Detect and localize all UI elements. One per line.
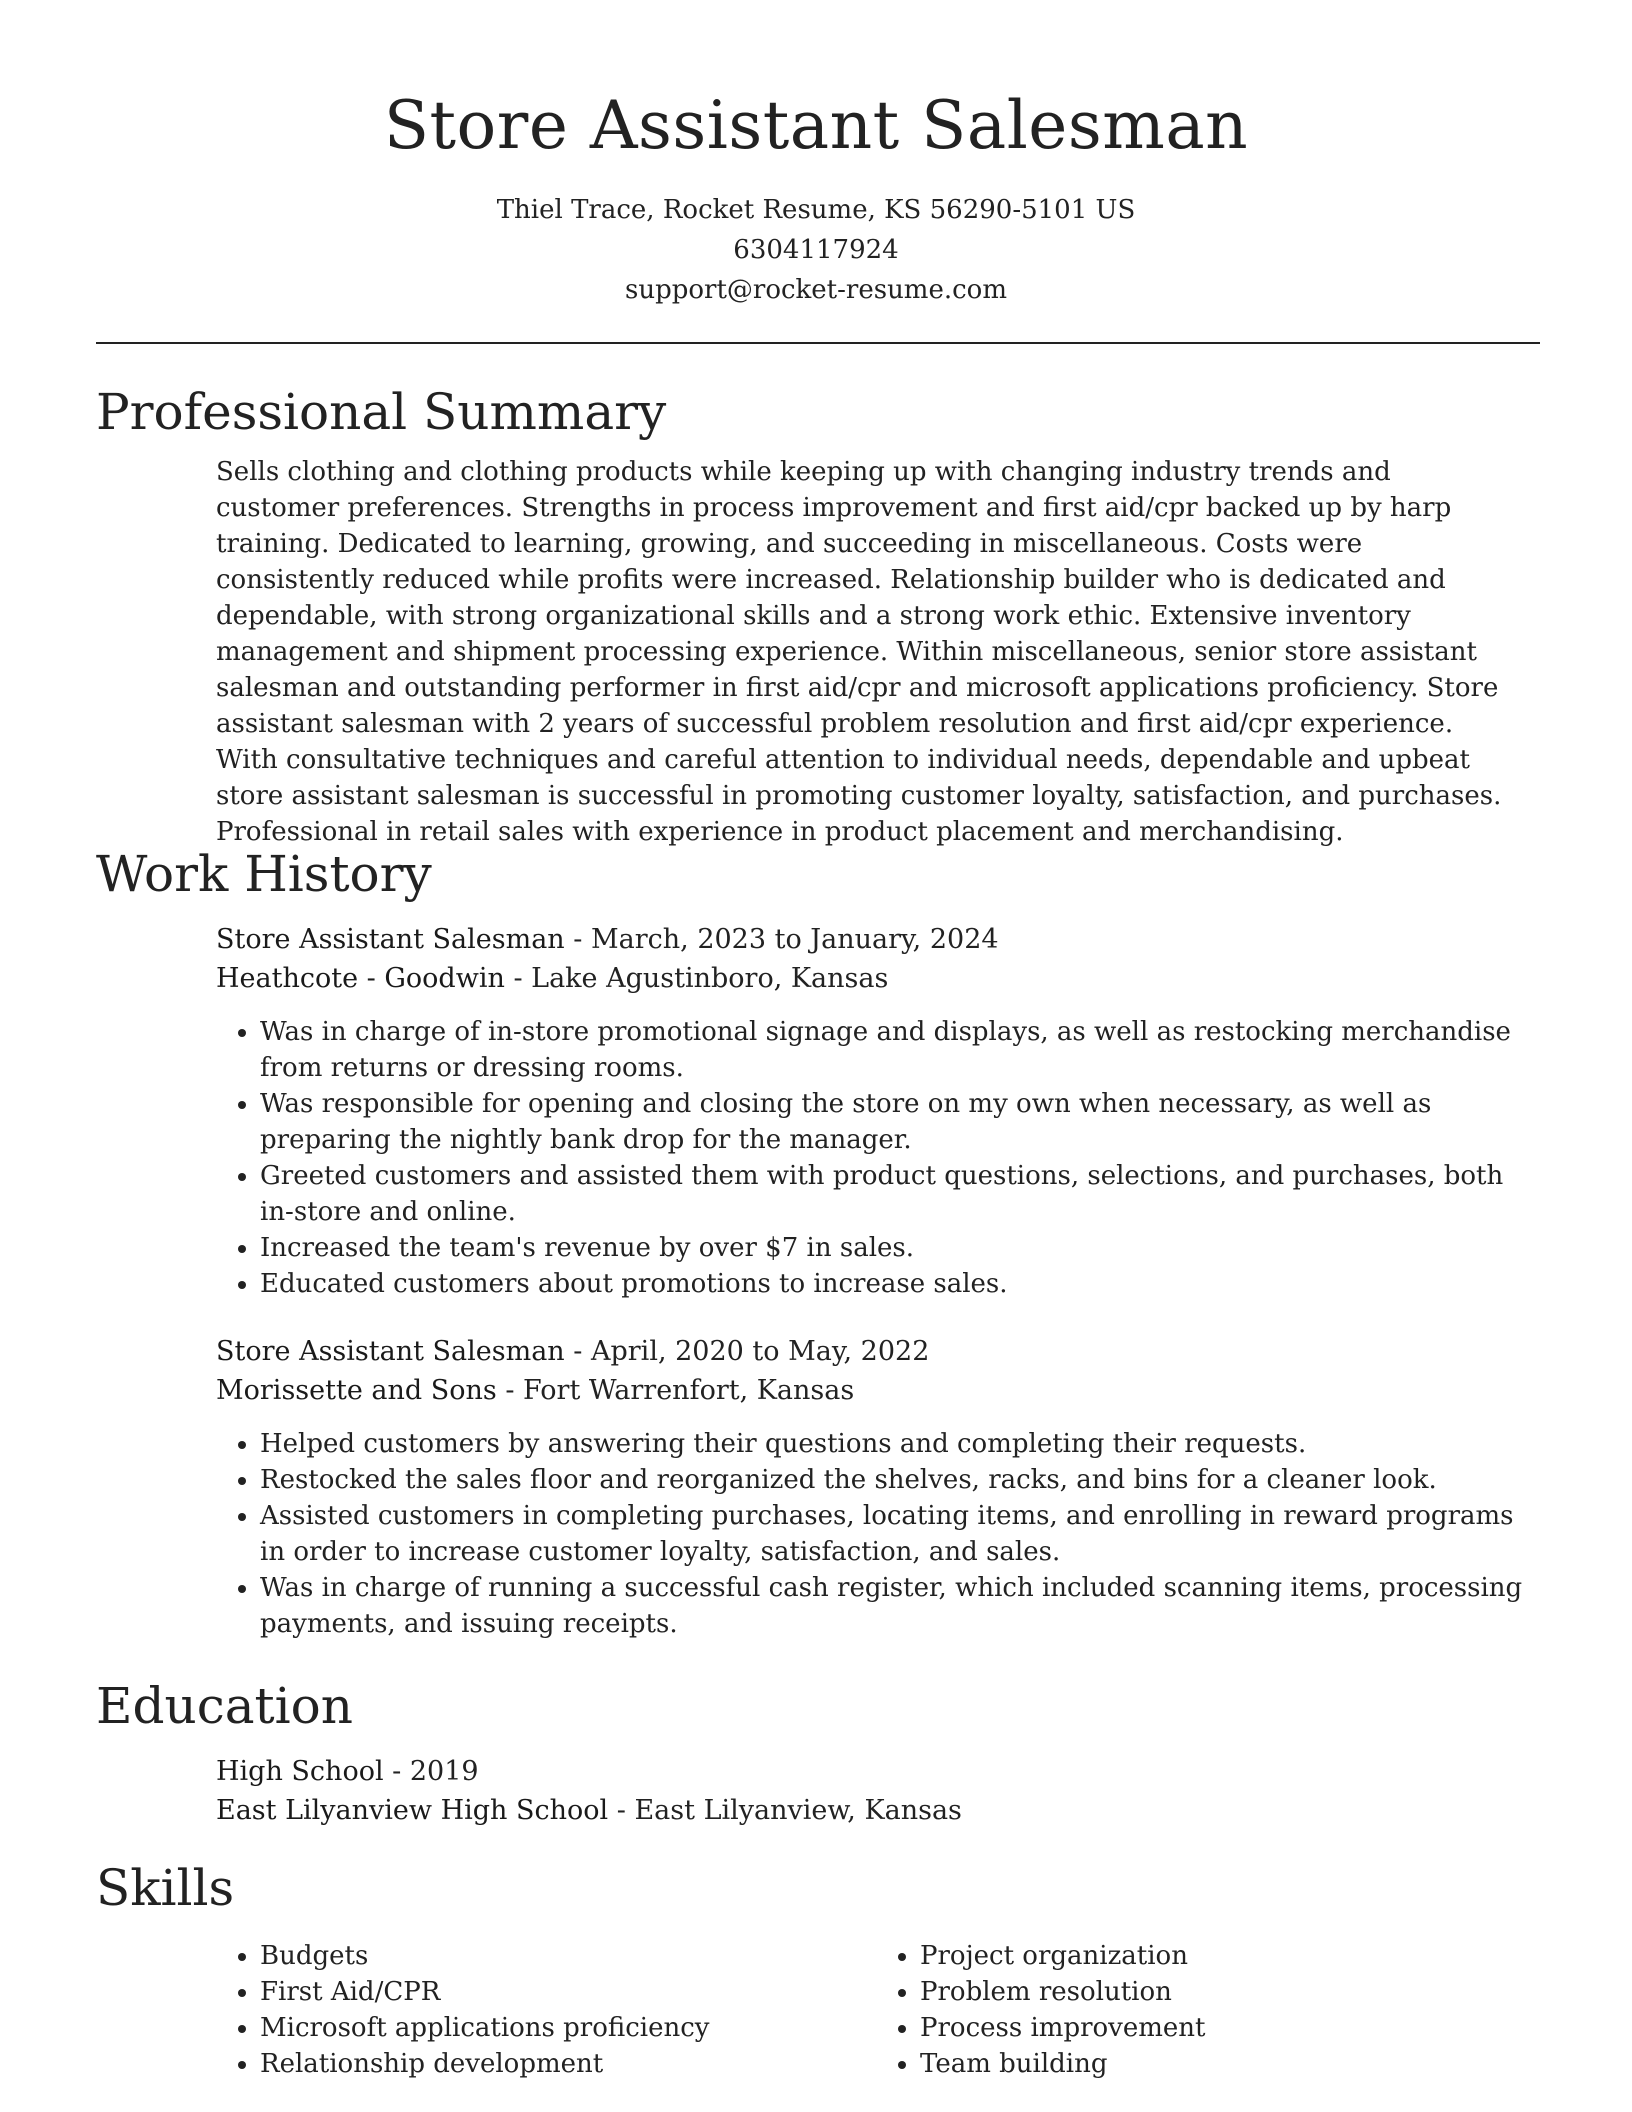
list-item: • Project organization bbox=[920, 1938, 1536, 1974]
list-item: • Problem resolution bbox=[920, 1974, 1536, 2010]
list-item: • Greeted customers and assisted them with product questions, selections, and purchases, both in-store and online. bbox=[260, 1158, 1536, 1230]
education-school: East Lilyanview High School bbox=[216, 1795, 609, 1826]
job-role: Store Assistant Salesman bbox=[216, 924, 565, 955]
list-item: • Increased the team's revenue by over $7 in sales. bbox=[260, 1230, 1536, 1266]
email: support@rocket-resume.com bbox=[624, 275, 1007, 305]
list-item: • First Aid/CPR bbox=[260, 1974, 876, 2010]
list-item: • Restocked the sales floor and reorganized the shelves, racks, and bins for a cleaner look. bbox=[260, 1462, 1536, 1498]
summary-text: Sells clothing and clothing products while keeping up with changing industry trends and customer preferences. Strengths in process improvement and first aid/cpr backed up by harp training. Dedicated to learning, growing, and succeeding in miscellaneous. Costs were consistently reduced while profits were increased. Relationship builder who is dedicated and dependable, with strong organizational skills and a strong work ethic. Extensive inventory management and shipment processing experience. Within miscellaneous, senior store assistant salesman and outstanding performer in first aid/cpr and microsoft applications proficiency. Store assistant salesman with 2 years of successful problem resolution and first aid/cpr experience. With consultative techniques and careful attention to individual needs, dependable and upbeat store assistant salesman is successful in promoting customer loyalty, satisfaction, and purchases. Professional in retail sales with experience in product placement and merchandising. bbox=[216, 457, 1502, 847]
contact-info bbox=[0, 190, 1632, 310]
list-item: • Microsoft applications proficiency bbox=[260, 2010, 876, 2046]
section-title-summary: Professional Summary bbox=[96, 383, 667, 441]
list-item: • Was in charge of running a successful cash register, which included scanning items, processing payments, and issuing receipts. bbox=[260, 1570, 1536, 1642]
section-education bbox=[96, 1674, 1540, 1830]
section-skills bbox=[96, 1856, 1540, 2082]
section-work-history bbox=[96, 842, 1540, 1642]
skills-left-column bbox=[216, 1938, 876, 2082]
job-company: Morissette and Sons bbox=[216, 1375, 497, 1406]
job-entry bbox=[216, 920, 1536, 1302]
education-school-line bbox=[216, 1791, 1536, 1830]
list-item: • Educated customers about promotions to increase sales. bbox=[260, 1266, 1536, 1302]
job-location: - Lake Agustinboro, Kansas bbox=[504, 963, 889, 994]
phone: 6304117924 bbox=[733, 235, 899, 265]
address: Thiel Trace, Rocket Resume, KS 56290-5101 US bbox=[496, 195, 1136, 225]
candidate-name: Store Assistant Salesman bbox=[383, 87, 1249, 164]
list-item: • Relationship development bbox=[260, 2046, 876, 2082]
jobs-list bbox=[216, 920, 1536, 1642]
job-dates: - March, 2023 to January, 2024 bbox=[564, 924, 999, 955]
list-item: • Budgets bbox=[260, 1938, 876, 1974]
section-summary bbox=[96, 380, 1540, 850]
list-item: • Was responsible for opening and closing the store on my own when necessary, as well as preparing the nightly bank drop for the manager. bbox=[260, 1086, 1536, 1158]
education-entry bbox=[216, 1752, 1536, 1830]
list-item: • Team building bbox=[920, 2046, 1536, 2082]
resume-header bbox=[0, 84, 1632, 310]
job-role: Store Assistant Salesman bbox=[216, 1336, 565, 1367]
list-item: • Assisted customers in completing purchases, locating items, and enrolling in reward programs in order to increase customer loyalty, satisfaction, and sales. bbox=[260, 1498, 1536, 1570]
job-bullets bbox=[216, 1426, 1536, 1642]
section-title-education: Education bbox=[96, 1677, 353, 1735]
job-company-line bbox=[216, 959, 1536, 998]
job-company-line bbox=[216, 1371, 1536, 1410]
education-location: - East Lilyanview, Kansas bbox=[608, 1795, 962, 1826]
job-company: Heathcote - Goodwin bbox=[216, 963, 505, 994]
education-year: - 2019 bbox=[383, 1756, 479, 1787]
job-entry bbox=[216, 1332, 1536, 1642]
job-dates: - April, 2020 to May, 2022 bbox=[564, 1336, 930, 1367]
section-title-work: Work History bbox=[96, 845, 432, 903]
section-title-skills: Skills bbox=[96, 1859, 235, 1917]
job-bullets bbox=[216, 1014, 1536, 1302]
list-item: • Helped customers by answering their questions and completing their requests. bbox=[260, 1426, 1536, 1462]
skills-columns bbox=[216, 1938, 1536, 2082]
list-item: • Was in charge of in-store promotional signage and displays, as well as restocking merchandise from returns or dressing rooms. bbox=[260, 1014, 1536, 1086]
job-location: - Fort Warrenfort, Kansas bbox=[496, 1375, 855, 1406]
header-divider bbox=[96, 342, 1540, 344]
education-degree: High School bbox=[216, 1756, 384, 1787]
skills-right-column bbox=[876, 1938, 1536, 2082]
list-item: • Process improvement bbox=[920, 2010, 1536, 2046]
job-title-line bbox=[216, 920, 1536, 959]
education-degree-line bbox=[216, 1752, 1536, 1791]
job-title-line bbox=[216, 1332, 1536, 1371]
